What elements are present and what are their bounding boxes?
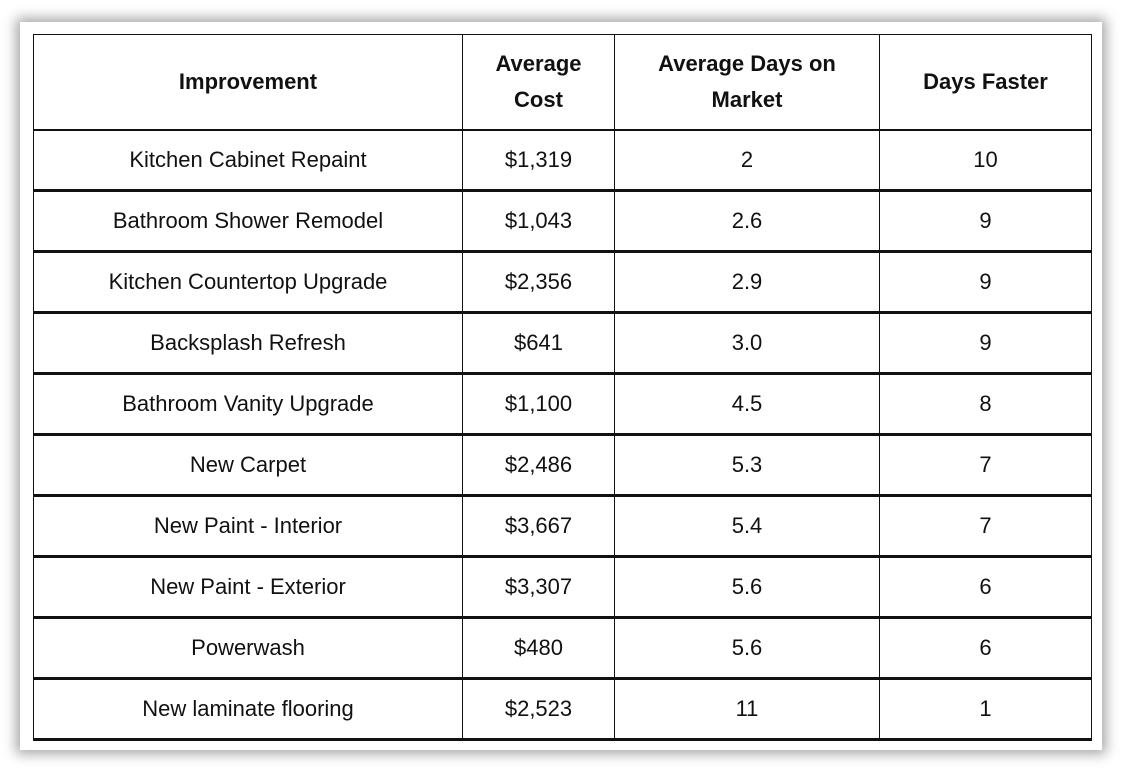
average-days-cell: 5.6 (615, 557, 880, 618)
average-cost-cell: $1,043 (463, 191, 615, 252)
days-faster-cell: 9 (880, 191, 1092, 252)
column-header-average-cost: Average Cost (463, 35, 615, 131)
average-days-cell: 5.6 (615, 618, 880, 679)
table-row (34, 130, 1092, 191)
average-cost-cell: $2,486 (463, 435, 615, 496)
days-faster-cell: 8 (880, 374, 1092, 435)
improvements-table (33, 34, 1092, 741)
days-faster-cell: 6 (880, 618, 1092, 679)
improvement-cell: New Paint - Interior (34, 496, 463, 557)
average-days-cell: 5.3 (615, 435, 880, 496)
table-row (34, 557, 1092, 618)
improvement-cell: Kitchen Cabinet Repaint (34, 130, 463, 191)
average-cost-cell: $2,523 (463, 679, 615, 740)
average-days-cell: 4.5 (615, 374, 880, 435)
table-row (34, 191, 1092, 252)
average-days-cell: 2.6 (615, 191, 880, 252)
column-header-days-faster: Days Faster (880, 35, 1092, 131)
table-row (34, 313, 1092, 374)
improvement-cell: Bathroom Vanity Upgrade (34, 374, 463, 435)
improvement-cell: New laminate flooring (34, 679, 463, 740)
average-cost-cell: $480 (463, 618, 615, 679)
days-faster-cell: 9 (880, 313, 1092, 374)
average-cost-cell: $641 (463, 313, 615, 374)
days-faster-cell: 1 (880, 679, 1092, 740)
days-faster-cell: 7 (880, 496, 1092, 557)
average-cost-cell: $3,667 (463, 496, 615, 557)
table-row (34, 252, 1092, 313)
table-row (34, 374, 1092, 435)
table-row (34, 679, 1092, 740)
average-cost-cell: $1,100 (463, 374, 615, 435)
header-row (34, 35, 1092, 131)
column-header-average-days-on-market: Average Days on Market (615, 35, 880, 131)
improvement-cell: New Paint - Exterior (34, 557, 463, 618)
improvement-cell: Backsplash Refresh (34, 313, 463, 374)
average-cost-cell: $3,307 (463, 557, 615, 618)
average-days-cell: 2 (615, 130, 880, 191)
average-cost-cell: $2,356 (463, 252, 615, 313)
improvement-cell: New Carpet (34, 435, 463, 496)
table-card (20, 22, 1102, 750)
average-days-cell: 3.0 (615, 313, 880, 374)
table-header (34, 35, 1092, 131)
days-faster-cell: 6 (880, 557, 1092, 618)
improvement-cell: Kitchen Countertop Upgrade (34, 252, 463, 313)
average-days-cell: 5.4 (615, 496, 880, 557)
table-row (34, 618, 1092, 679)
column-header-improvement: Improvement (34, 35, 463, 131)
table-row (34, 496, 1092, 557)
table-row (34, 435, 1092, 496)
days-faster-cell: 9 (880, 252, 1092, 313)
table-body (34, 130, 1092, 740)
improvement-cell: Powerwash (34, 618, 463, 679)
average-days-cell: 11 (615, 679, 880, 740)
days-faster-cell: 7 (880, 435, 1092, 496)
improvement-cell: Bathroom Shower Remodel (34, 191, 463, 252)
average-days-cell: 2.9 (615, 252, 880, 313)
days-faster-cell: 10 (880, 130, 1092, 191)
average-cost-cell: $1,319 (463, 130, 615, 191)
